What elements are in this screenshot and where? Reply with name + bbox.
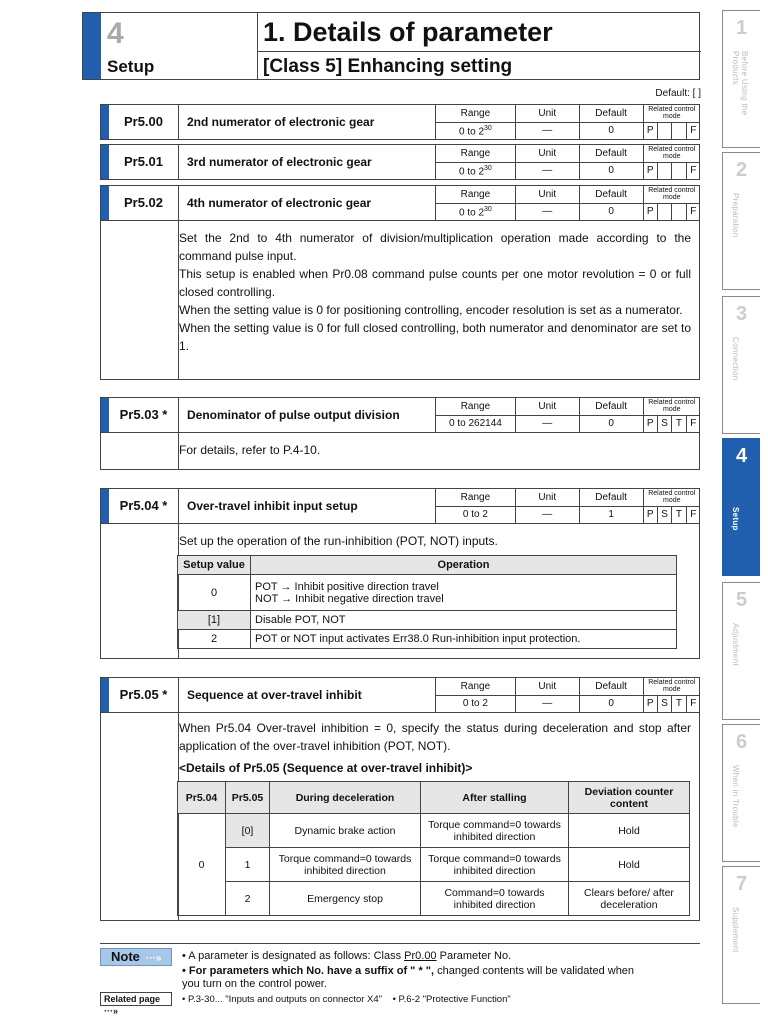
param-name: 4th numerator of electronic gear [187, 196, 372, 210]
param-name: Sequence at over-travel inhibit [187, 688, 362, 702]
param-name: 3rd numerator of electronic gear [187, 155, 372, 169]
param-row-pr5-03 [100, 397, 700, 433]
param-number: Pr5.01 [109, 145, 179, 179]
related-link[interactable]: • P.3-30... "Inputs and outputs on connector X4" [182, 994, 383, 1005]
sequence-table: Pr5.04 Pr5.05 During deceleration After stalling Deviation counter content 0 [0] Dynamic brake action Torque command=0 towards inhibited direction Hold 1 Torque command=0 towards inhibited direction Torque command=0 towards inhibited direction Hold 2 Emergency stop Command=0 towards inhibited direction Clears before/ after deceleration [177, 781, 690, 916]
details-title: <Details of Pr5.05 (Sequence at over-travel inhibit)> [179, 761, 473, 775]
param-spec-table: Range Unit Default Related control mode 0 to 262144 — 0 P S T F [435, 398, 700, 432]
related-link[interactable]: • P.6-2 "Protective Function" [392, 994, 511, 1005]
param-number: Pr5.05 * [109, 678, 179, 712]
desc-paragraph: When the setting value is 0 for full closed controlling, both numerator and denominator are set to 1. [179, 321, 691, 353]
note-line-3: you turn on the control power. [182, 978, 327, 990]
related-page-badge: Related page ···» [100, 992, 172, 1006]
desc-paragraph: This setup is enabled when Pr0.08 command pulse counts per one motor revolution = 0 or full closed controlling. [179, 267, 691, 299]
param-name: 2nd numerator of electronic gear [187, 115, 375, 129]
side-tab-5[interactable]: 5 Adjustment [722, 582, 760, 720]
default-note: Default: [ ] [655, 88, 701, 99]
param-description-pr5-00 [100, 221, 700, 380]
header-accent-bar [83, 13, 101, 79]
desc-paragraph: When the setting value is 0 for positioning controlling, encoder resolution is set as a numerator. [179, 303, 683, 317]
param-spec-table: Range Unit Default Related control mode 0 to 2 — 0 P S T F [435, 678, 700, 712]
note-line-2: • For parameters which No. have a suffix of " * ", changed contents will be validated when [182, 965, 635, 977]
param-row-pr5-04 [100, 488, 700, 524]
param-name: Over-travel inhibit input setup [187, 499, 358, 513]
page-header [82, 12, 700, 80]
side-tab-4[interactable]: 4 Setup [722, 438, 760, 576]
desc-paragraph: Set up the operation of the run-inhibition (POT, NOT) inputs. [179, 534, 498, 548]
param-row-pr5-05 [100, 677, 700, 713]
table-row: [1] Disable POT, NOT [178, 611, 677, 630]
table-row: 1 Torque command=0 towards inhibited direction Torque command=0 towards inhibited direction Hold [178, 848, 690, 882]
param-row-pr5-00 [100, 104, 700, 140]
related-page-links [182, 993, 511, 1006]
desc-paragraph: For details, refer to P.4-10. [179, 443, 321, 457]
desc-paragraph: When Pr5.04 Over-travel inhibition = 0, specify the status during deceleration and stop after application of the over-travel inhibition (POT, NOT). [179, 721, 691, 753]
page-title: 1. Details of parameter [263, 17, 553, 47]
side-tab-1[interactable]: 1 Before Using the Products [722, 10, 760, 148]
side-tab-2[interactable]: 2 Preparation [722, 152, 760, 290]
param-spec-table: Range Unit Default Related control mode 0 to $2^{30}$ — 0 P F [435, 105, 700, 139]
note-badge: Note ···» [100, 948, 172, 966]
chapter-name: Setup [107, 57, 155, 76]
param-description-pr5-03 [100, 433, 700, 470]
param-number: Pr5.02 [109, 186, 179, 220]
setup-value-table: Setup value Operation 0 POT → Inhibit positive direction travel NOT → Inhibit negative direction travel [1] Disable POT, NOT 2 POT or NOT input activates Err38.0 Run-inhibition input protection. [177, 555, 677, 649]
param-spec-table: Range Unit Default Related control mode 0 to $2^{30}$ — 0 P F [435, 186, 700, 220]
chevron-right-icon: ···» [104, 1006, 118, 1016]
param-row-pr5-01 [100, 144, 700, 180]
param-number: Pr5.03 * [109, 398, 179, 432]
table-row: 2 Emergency stop Command=0 towards inhibited direction Clears before/ after deceleration [178, 882, 690, 916]
page-subtitle: [Class 5] Enhancing setting [263, 56, 513, 77]
table-row: 2 POT or NOT input activates Err38.0 Run-inhibition input protection. [178, 630, 677, 649]
chevron-right-icon: ···» [145, 953, 162, 964]
param-name: Denominator of pulse output division [187, 408, 400, 422]
param-row-pr5-02 [100, 185, 700, 221]
chapter-number: 4 [107, 17, 124, 50]
table-row: 0 POT → Inhibit positive direction travel NOT → Inhibit negative direction travel [178, 575, 677, 611]
table-row: 0 [0] Dynamic brake action Torque command=0 towards inhibited direction Hold [178, 814, 690, 848]
param-number: Pr5.00 [109, 105, 179, 139]
desc-paragraph: Set the 2nd to 4th numerator of division/multiplication operation made according to the command pulse input. [179, 231, 691, 263]
side-tab-6[interactable]: 6 When in Trouble [722, 724, 760, 862]
param-spec-table: Range Unit Default Related control mode 0 to 2 — 1 P S T F [435, 489, 700, 523]
param-number: Pr5.04 * [109, 489, 179, 523]
param-designation-code: Pr0.00 [404, 950, 437, 962]
param-spec-table: Range Unit Default Related control mode 0 to $2^{30}$ — 0 P F [435, 145, 700, 179]
side-tab-3[interactable]: 3 Connection [722, 296, 760, 434]
note-line-1: • A parameter is designated as follows: Class Pr0.00 Parameter No. [182, 950, 512, 962]
side-tab-7[interactable]: 7 Supplement [722, 866, 760, 1004]
